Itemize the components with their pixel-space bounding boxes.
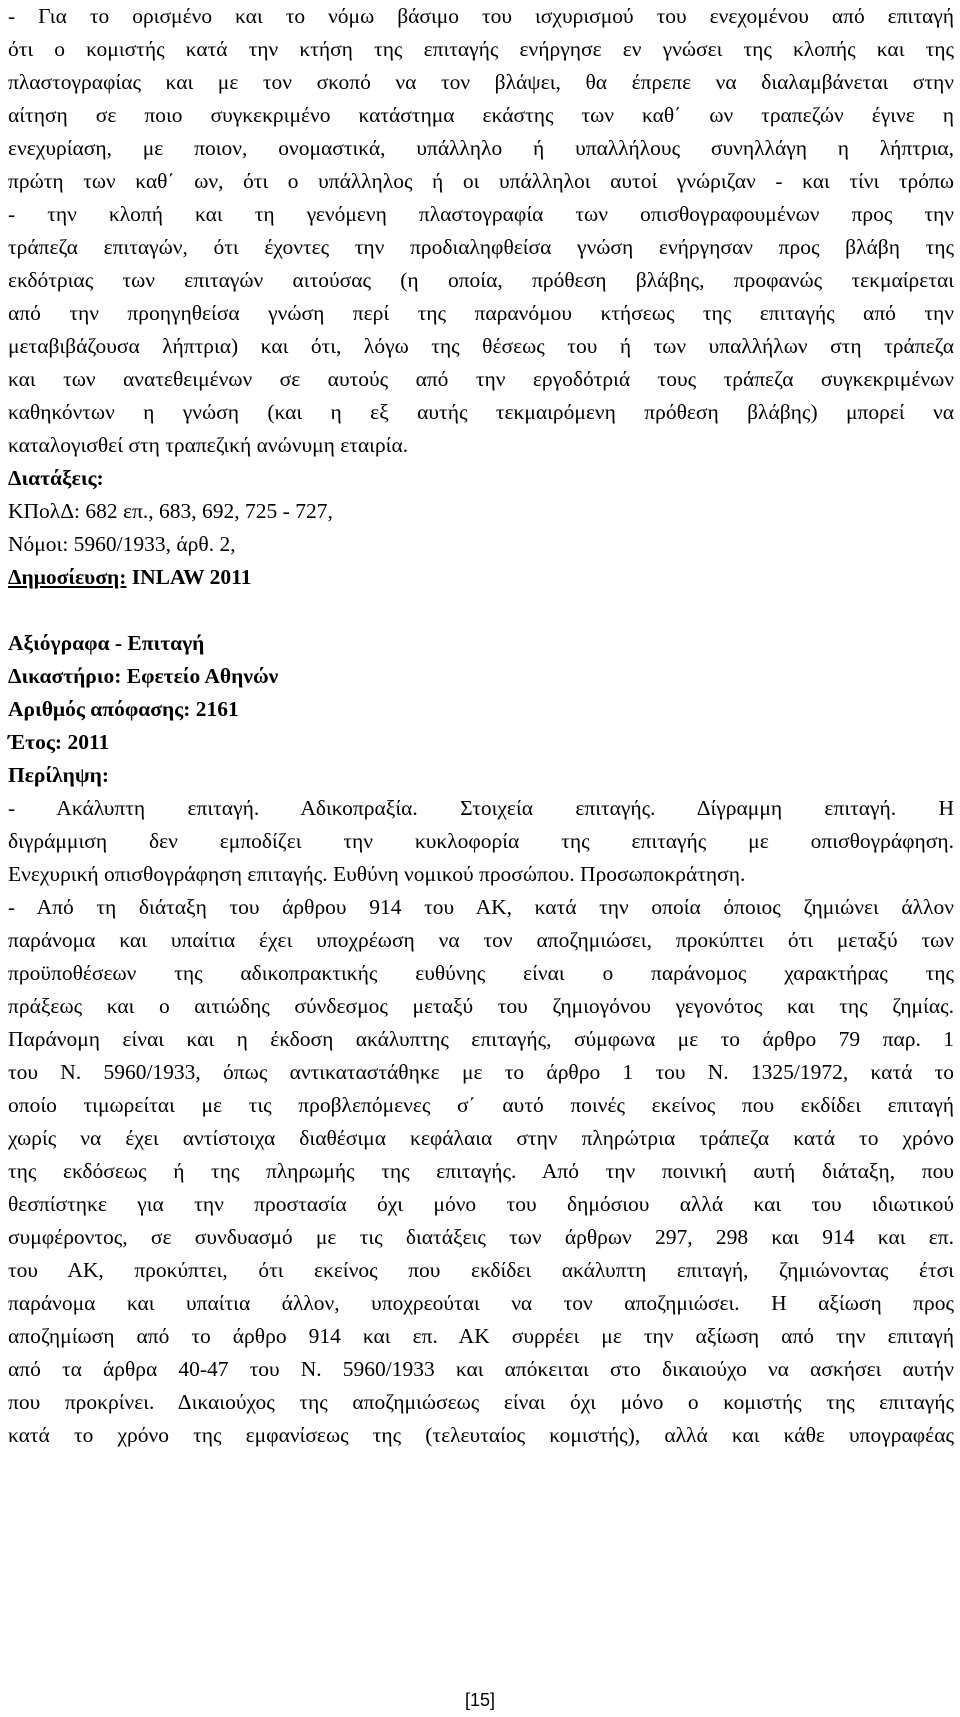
text-line: παράνομα και υπαίτια άλλον, υποχρεούται να τον αποζημιώσει. Η αξίωση προς — [8, 1291, 954, 1315]
text-line: - την κλοπή και τη γενόμενη πλαστογραφία των οπισθογραφουμένων προς την — [8, 202, 954, 226]
provisions-heading: Διατάξεις: — [8, 466, 104, 490]
text-line: διγράμμιση δεν εμποδίζει την κυκλοφορία της επιταγής με οπισθογράφηση. — [8, 829, 954, 853]
page-number: [15] — [464, 1690, 496, 1710]
text-line: οποίο τιμωρείται με τις προβλεπόμενες σ΄ αυτό ποινές εκείνος που εκδίδει επιταγή — [8, 1093, 954, 1117]
text-line: από την προηγηθείσα γνώση περί της παρανόμου κτήσεως της επιταγής από την — [8, 301, 954, 325]
text-line: - Από τη διάταξη του άρθρου 914 του ΑΚ, κατά την οποία όποιος ζημιώνει άλλον — [8, 895, 954, 919]
text-line: του Ν. 5960/1933, όπως αντικαταστάθηκε με το άρθρο 1 του Ν. 1325/1972, κατά το — [8, 1060, 954, 1084]
publication-value: INLAW 2011 — [131, 565, 252, 589]
paragraph-1 — [8, 0, 954, 462]
text-line: συμφέροντος, σε συνδυασμό με τις διατάξεις των άρθρων 297, 298 και 914 και επ. — [8, 1225, 954, 1249]
case-court: Δικαστήριο: Εφετείο Αθηνών — [8, 664, 279, 688]
document-body — [8, 0, 954, 1452]
text-line: Παράνομη είναι και η έκδοση ακάλυπτης επιταγής, σύμφωνα με το άρθρο 79 παρ. 1 — [8, 1027, 954, 1051]
text-line: θεσπίστηκε για την προστασία όχι μόνο του δημόσιου αλλά και του ιδιωτικού — [8, 1192, 954, 1216]
text-line: - Ακάλυπτη επιταγή. Αδικοπραξία. Στοιχεία επιταγής. Δίγραμμη επιταγή. Η — [8, 796, 954, 820]
text-line: καθηκόντων η γνώση (και η εξ αυτής τεκμαιρόμενη πρόθεση βλάβης) μπορεί να — [8, 400, 954, 424]
text-line: κατά το χρόνο της εμφανίσεως της (τελευταίος κομιστής), αλλά και κάθε υπογραφέας — [8, 1423, 954, 1447]
text-line: που προκρίνει. Δικαιούχος της αποζημιώσεως είναι όχι μόνο ο κομιστής της επιταγής — [8, 1390, 954, 1414]
case-title: Αξιόγραφα - Επιταγή — [8, 631, 205, 655]
case-decision-number: Αριθμός απόφασης: 2161 — [8, 697, 239, 721]
text-line: πράξεως και ο αιτιώδης σύνδεσμος μεταξύ του ζημιογόνου γεγονότος και της ζημίας. — [8, 994, 954, 1018]
provisions-laws: Νόμοι: 5960/1933, άρθ. 2, — [8, 532, 236, 556]
text-line: - Για το ορισμένο και το νόμω βάσιμο του ισχυρισμού του ενεχομένου από επιταγή — [8, 4, 954, 28]
text-line: προϋποθέσεων της αδικοπρακτικής ευθύνης είναι ο παράνομος χαρακτήρας της — [8, 961, 954, 985]
text-line: από τα άρθρα 40-47 του Ν. 5960/1933 και απόκειται στο δικαιούχο να ασκήσει αυτήν — [8, 1357, 954, 1381]
text-line: καταλογισθεί στη τραπεζική ανώνυμη εταιρία. — [8, 433, 409, 457]
publication-label: Δημοσίευση: — [8, 565, 127, 589]
text-line: χωρίς να έχει αντίστοιχα διαθέσιμα κεφάλαια στην πληρώτρια τράπεζα κατά το χρόνο — [8, 1126, 954, 1150]
case-year: Έτος: 2011 — [8, 730, 110, 754]
text-line: αίτηση σε ποιο συγκεκριμένο κατάστημα εκάστης των καθ΄ ων τραπεζών έγινε η — [8, 103, 954, 127]
text-line: πλαστογραφίας και με τον σκοπό να τον βλάψει, θα έπρεπε να διαλαμβάνεται στην — [8, 70, 954, 94]
text-line: και των ανατεθειμένων σε αυτούς από την εργοδότριά τους τράπεζα συγκεκριμένων — [8, 367, 954, 391]
text-line: παράνομα και υπαίτια έχει υποχρέωση να τον αποζημιώσει, προκύπτει ότι μεταξύ των — [8, 928, 954, 952]
paragraph-2 — [8, 891, 954, 1452]
provisions-civil-procedure: ΚΠολΔ: 682 επ., 683, 692, 725 - 727, — [8, 499, 333, 523]
text-line: εκδότριας των επιταγών αιτούσας (η οποία, πρόθεση βλάβης, προφανώς τεκμαίρεται — [8, 268, 954, 292]
text-line: ενεχυρίαση, με ποιον, ονομαστικά, υπάλληλο ή υπαλλήλους συνηλλάγη η λήπτρια, — [8, 136, 954, 160]
text-line: ότι ο κομιστής κατά την κτήση της επιταγής ενήργησε εν γνώσει της κλοπής και της — [8, 37, 954, 61]
text-line: μεταβιβάζουσα λήπτρια) και ότι, λόγω της θέσεως του ή των υπαλλήλων στη τράπεζα — [8, 334, 954, 358]
summary-heading: Περίληψη: — [8, 763, 110, 787]
section-spacer — [8, 594, 954, 627]
text-line: της εκδόσεως ή της πληρωμής της επιταγής. Από την ποινική αυτή διάταξη, που — [8, 1159, 954, 1183]
text-line: αποζημίωση από το άρθρο 914 και επ. ΑΚ συρρέει με την αξίωση από την επιταγή — [8, 1324, 954, 1348]
text-line: πρώτη των καθ΄ ων, ότι ο υπάλληλος ή οι υπάλληλοι αυτοί γνώριζαν - και τίνι τρόπω — [8, 169, 954, 193]
publication-line — [8, 561, 954, 594]
text-line: τράπεζα επιταγών, ότι έχοντες την προδιαληφθείσα γνώση ενήργησαν προς βλάβη της — [8, 235, 954, 259]
summary-keywords — [8, 792, 954, 891]
text-line: του ΑΚ, προκύπτει, ότι εκείνος που εκδίδει ακάλυπτη επιταγή, ζημιώνοντας έτσι — [8, 1258, 954, 1282]
text-line: Ενεχυρική οπισθογράφηση επιταγής. Ευθύνη νομικού προσώπου. Προσωποκράτηση. — [8, 862, 746, 886]
